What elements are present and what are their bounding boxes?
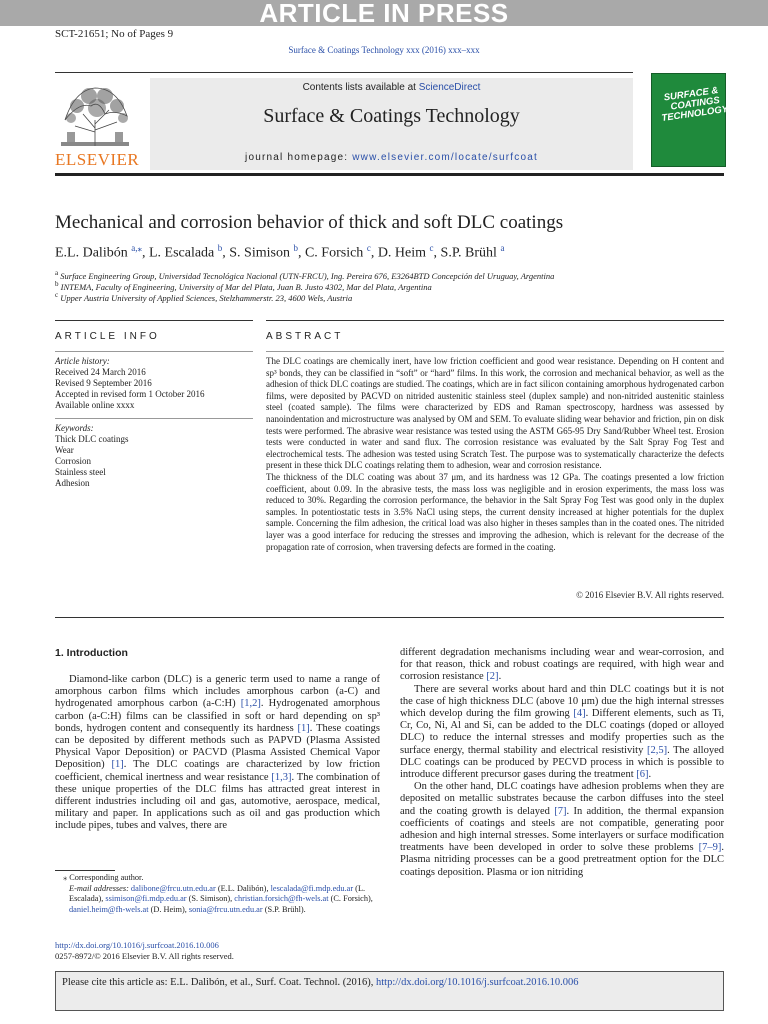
author-name[interactable]: L. Escalada [148,245,215,261]
body-text: Diamond-like carbon (DLC) is a generic term used to name a range of amorphous carbon films which includes amorphous carbon (a-C) and hydrogenated amorphous carbon (a-C:H) [55,674,380,710]
body-text: On the other hand, DLC coatings have adhesion problems when they are deposited on metallic substrates because the carbon diffuses into the steel and the coating growth is delayed [400,781,724,817]
body-paragraph [400,647,724,684]
keywords-label: Keywords: [55,423,94,433]
keywords [55,423,129,489]
keyword: Thick DLC coatings [55,434,129,444]
sciencedirect-link[interactable]: ScienceDirect [418,82,481,93]
contents-prefix: Contents lists available at [302,82,419,93]
body-text: There are several works about hard and thin DLC coatings but it is not the case of high thickness DLC (above 10 μm) due the high internal stresses which develop during the film growing [400,683,724,720]
body-text: . In addition, the thermal expansion coefficients of coatings and steels are not compatible, generating poor adhesion and high internal stresses. Some interlayers or surface modification treatments have been developed in order to solve these problems [400,805,724,854]
abstract-paragraph: The DLC coatings are chemically inert, have low friction coefficient and good wear resistance. Depending on H content and sp³ bonds, they can be classified in “soft” or “hard” films. In this work, the corrosion and mechanical behavior, as well as the adhesion of thick DLC coatings are studied. The coatings, which are in fact silicon containing amorphous hydrogenated carbon films, were deposited by PACVD on nitrided austenitic stainless steel (duplex sample) and non-nitrided austenitic stainless steel (coated sample). The films were characterized by EDS and Raman spectroscopy, hardness was assessed by nanoindentation and microstructure was analysed by OM and SEM. To evaluate sliding wear behavior and friction, pin on disk tests were performed. The abrasive wear resistance was tested using the ASTM G65-95 Dry Sand/Rubber Wheel test. Erosion tests were conducted in water and sand flux. The corrosion resistance was evaluated by the Salt Spray Fog Test and electrochemical tests. The adhesion was tested using Scratch Test. The purpose was to systematically characterize the defects present in these thick DLC coatings relating them to adhesion, wear and corrosion resistance. [266,356,724,471]
abstract-rule [266,320,724,321]
citation-link[interactable]: [1] [297,722,310,734]
body-text: . Hydrogenated amorphous carbon (a-C:H) films can be classified in soft or hard depending on sp³ bonds, hydrogen content and consequently its hardness [55,698,380,734]
author-affiliation-mark[interactable]: a,⁎ [131,243,142,253]
keywords-divider [55,418,253,419]
citation-link[interactable]: [1,2] [240,698,261,710]
email-link[interactable]: daniel.heim@fh-wels.at [69,904,149,914]
affiliation-mark: a [55,269,59,277]
citation-link[interactable]: [7] [554,805,567,817]
history-item: Accepted in revised form 1 October 2016 [55,389,205,399]
history-item: Available online xxxx [55,400,135,410]
journal-homepage-line [150,152,633,163]
citation-doi-link[interactable]: http://dx.doi.org/10.1016/j.surfcoat.2016.10.006 [376,977,579,988]
history-label: Article history: [55,356,110,366]
body-text: . These coatings can be deposited by different methods such as PAPVD (Plasma Assisted Physical Vapor Deposition) or PACVD (Plasma Assisted Chemical Vapor Deposition) [55,722,381,771]
citation-prefix: Please cite this article as: E.L. Dalibón, et al., Surf. Coat. Technol. (2016), [62,977,376,988]
email-owner: (S. Simison), [186,894,235,903]
author-name[interactable]: D. Heim [377,245,427,261]
affiliation [55,291,352,303]
citation-link[interactable]: [4] [573,708,586,720]
contents-line [150,82,633,93]
keyword: Adhesion [55,478,90,488]
citation-link[interactable]: [7–9] [698,842,722,854]
homepage-link[interactable]: www.elsevier.com/locate/surfcoat [352,152,538,163]
abstract-paragraph: The thickness of the DLC coating was about 37 μm, and its hardness was 12 GPa. The coatings presented a low friction coefficient, about 0.09. In the abrasive tests, the mass loss was negligible and in erosion experiments, the mass loss was reduced to 30%. Regarding the corrosion performance, the behavior in the Salt Spray Fog Test was good only in the duplex samples. In potentiostatic tests in 3.5% NaCl using steps, the current density increased at higher potentials for the duplex sample. Concerning the film adhesion, the critical load was also higher in theses samples than in the coated ones. The nitrided layer was a good interface for reducing the stresses and improving the adhesion, which is relevant for the decrease of the propagation rate of corrosion, when traversing defects are formed in the coating. [266,471,724,552]
journal-reference-link[interactable]: Surface & Coatings Technology xxx (2016) xxx–xxx [288,45,480,55]
body-text: . The combination of these unique properties of the DLC films has attracted great interest in different industries including oil and gas, automotive, aerospace, medical, military and paper. In applications such as oil and gas production which include pipes, tubes and valves, there are [55,771,381,832]
body-column-left [55,674,380,833]
email-addresses [55,884,380,916]
article-title: Mechanical and corrosion behavior of thick and soft DLC coatings [55,212,564,233]
footnote-rule [55,870,115,871]
article-in-press-banner [0,0,768,26]
affiliation-mark: b [55,280,59,288]
email-owner: (C. Forsich), [328,894,373,903]
email-link[interactable]: christian.forsich@fh-wels.at [234,894,329,903]
keyword: Wear [55,445,74,455]
body-column-right [400,647,724,879]
doi-link[interactable]: http://dx.doi.org/10.1016/j.surfcoat.2016.10.006 [55,940,219,950]
author-name[interactable]: S.P. Brühl [440,245,497,261]
citation-link[interactable]: [6] [636,769,649,781]
author-list: E.L. Dalibón $^{a,⁎}$, L. Escalada $^b$, S. Simison $^b$, C. Forsich $^c$, D. Heim $^c$, S.P. Brühl $^a$ [55,243,505,261]
section-heading: 1. Introduction [55,647,128,659]
citation-link[interactable]: [1,3] [271,771,292,783]
citation-link[interactable]: [2] [486,671,499,683]
abstract-heading: ABSTRACT [266,331,344,342]
affiliation-text: Upper Austria University of Applied Sciences, Stelzhammerstr. 23, 4600 Wels, Austria [60,292,353,303]
abstract-body [266,356,724,553]
article-info-rule [55,320,253,321]
abstract-divider [266,351,724,352]
keyword: Stainless steel [55,467,106,477]
history-item: Revised 9 September 2016 [55,378,152,388]
body-text: . The alloyed DLC coatings can be produced by PECVD process in which is possible to introduce different precursor gases during the treatment [400,744,724,781]
author-name[interactable]: S. Simison [229,245,290,261]
body-paragraph [400,781,724,879]
copyright-notice: © 2016 Elsevier B.V. All rights reserved. [576,590,724,600]
corresponding-author-note: ⁎ Corresponding author. [63,873,144,882]
author-affiliation-mark[interactable]: c [429,243,434,253]
journal-title: Surface & Coatings Technology [263,105,520,127]
body-text: different degradation mechanisms including wear and wear-corrosion, and for that reason, thick and robust coatings are required, with high wear and corrosion resistance [400,647,724,683]
article-info-divider [55,351,253,352]
author-name[interactable]: C. Forsich [304,245,364,261]
email-link[interactable]: lescalada@fi.mdp.edu.ar [270,883,354,893]
header-bottom-rule [55,173,724,176]
body-text: . The DLC coatings are characterized by low friction coefficient, chemical inertness and wear resistance [55,759,380,783]
footnote [55,873,380,915]
homepage-label: journal homepage: [245,152,353,163]
affiliation-mark: c [55,291,59,299]
email-link[interactable]: sonia@frcu.utn.edu.ar [188,904,263,914]
citation-text [62,977,579,988]
doi-block [55,940,234,962]
header-top-rule [55,72,633,73]
author-affiliation-mark[interactable]: c [366,243,371,253]
author-affiliation-mark[interactable]: b [293,243,298,253]
email-owner: (L. Escalada), [69,883,366,903]
article-info-heading: ARTICLE INFO [55,331,160,342]
affiliation-text: Surface Engineering Group, Universidad Tecnológica Nacional (UTN-FRCU), Ing. Pereira 676, E3264BTD Concepción del Uruguay, Argentina [60,270,555,281]
email-label: E-mail addresses: [69,883,131,893]
email-owner: (E.L. Dalibón), [215,883,271,893]
email-link[interactable]: ssimison@fi.mdp.edu.ar [105,894,187,903]
body-text: . Plasma nitriding processes can be a good pretreatment option for the DLC coatings deposition. Plasma or ion nitriding [400,842,724,878]
abstract-bottom-rule [55,617,724,618]
email-owner: (D. Heim), [148,904,189,914]
author-affiliation-mark[interactable]: a [500,243,505,253]
email-owner: (S.P. Brühl). [262,904,306,914]
body-text: . Different elements, such as Ti, Cr, Co, Ni, Al and Si, can be added to the DLC coatings (doped or alloyed DLC) to reduce the internal stresses and modify properties such as the surface energy, thermal stability and electrical resistivity [400,708,725,756]
body-paragraph [400,684,724,782]
citation-link[interactable]: [2,5] [646,744,668,756]
history-item: Received 24 March 2016 [55,367,146,377]
press-banner-text: ARTICLE IN PRESS [259,0,509,28]
citation-link[interactable]: [1] [111,759,124,771]
affiliation-text: INTEMA, Faculty of Engineering, University of Mar del Plata, Juan B. Justo 4302, Mar del Plata, Argentina [60,281,432,292]
email-link[interactable]: dalibone@frcu.utn.edu.ar [130,883,216,893]
article-history [55,356,204,411]
journal-cover-thumbnail[interactable] [651,73,729,167]
body-paragraph [55,674,380,833]
body-text: . [498,671,502,683]
issn-line: 0257-8972/© 2016 Elsevier B.V. All rights reserved. [55,951,234,961]
manuscript-id: SCT-21651; No of Pages 9 [55,28,174,40]
body-text: . [648,769,652,781]
author-name[interactable]: E.L. Dalibón [55,245,128,261]
author-affiliation-mark[interactable]: b [217,243,223,253]
keyword: Corrosion [55,456,91,466]
publisher-name: ELSEVIER [55,150,140,169]
cover-title: SURFACE & COATINGS TECHNOLOGY [660,84,729,125]
